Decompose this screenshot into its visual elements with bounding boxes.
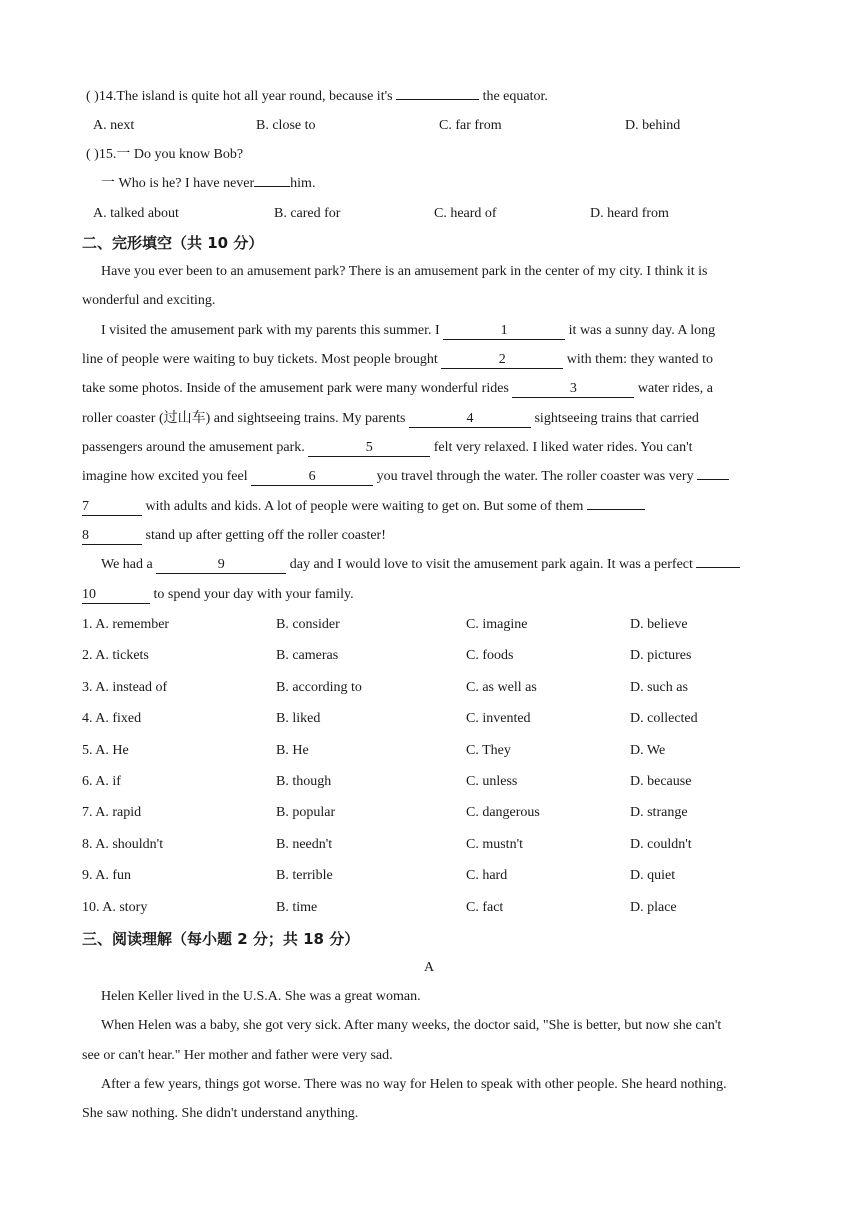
option-b: B. time (276, 900, 318, 915)
cloze-blank-6: 6 (251, 468, 373, 486)
option-b: B. though (276, 774, 332, 789)
passage-line: wonderful and exciting. (82, 293, 216, 308)
passage-text: imagine how excited you feel (82, 469, 252, 484)
section-heading-reading: 三、阅读理解（每小题 2 分；共 18 分） (82, 930, 360, 948)
option-b: B. consider (276, 617, 340, 632)
option-b: B. close to (256, 118, 316, 133)
passage-text: day and I would love to visit the amusement park again. It was a perfect (286, 557, 697, 572)
question-15-line2 (101, 174, 315, 194)
option-a: 4. A. fixed (82, 711, 142, 726)
passage-label: A (424, 960, 435, 975)
option-c: C. dangerous (466, 805, 540, 820)
option-d: D. collected (630, 711, 698, 726)
passage-text: stand up after getting off the roller coaster! (142, 528, 386, 543)
option-c: C. fact (466, 900, 504, 915)
answer-paren: ( ) (86, 147, 99, 162)
cloze-blank-8: 8 (82, 527, 142, 545)
passage-line (82, 350, 713, 370)
option-a: A. next (93, 118, 135, 133)
question-stem-end: the equator. (479, 89, 548, 104)
passage-line (82, 379, 713, 399)
option-d: D. couldn't (630, 837, 692, 852)
passage-text: roller coaster (过山车) and sightseeing trains. My parents (82, 411, 409, 426)
cloze-blank-4: 4 (409, 410, 531, 428)
option-d: D. such as (630, 680, 688, 695)
passage-text: to spend your day with your family. (150, 587, 354, 602)
passage-text: We had a (101, 557, 157, 572)
cloze-blank-10-start (696, 567, 740, 568)
option-a: 3. A. instead of (82, 680, 168, 695)
option-b: B. cared for (274, 206, 341, 221)
answer-blank (396, 99, 479, 100)
option-d: D. strange (630, 805, 688, 820)
passage-text: line of people were waiting to buy tickets. Most people brought (82, 352, 442, 367)
passage-line (101, 321, 715, 341)
passage-line: see or can't hear." Her mother and father were very sad. (82, 1048, 393, 1063)
passage-text: take some photos. Inside of the amusement park were many wonderful rides (82, 381, 513, 396)
passage-line (82, 585, 354, 605)
cloze-blank-7-start (697, 479, 729, 480)
option-a: 7. A. rapid (82, 805, 142, 820)
option-a: 5. A. He (82, 743, 129, 758)
passage-line: After a few years, things got worse. There was no way for Helen to speak with other people. She heard nothing. (101, 1077, 727, 1092)
option-a: 8. A. shouldn't (82, 837, 164, 852)
option-b: B. needn't (276, 837, 333, 852)
passage-text: water rides, a (634, 381, 713, 396)
answer-paren: ( ) (86, 89, 99, 104)
passage-text: I visited the amusement park with my parents this summer. I (101, 323, 444, 338)
passage-line: She saw nothing. She didn't understand anything. (82, 1106, 359, 1121)
option-c: C. far from (439, 118, 502, 133)
cloze-blank-3: 3 (512, 380, 634, 398)
passage-line (82, 409, 699, 429)
cloze-blank-9: 9 (156, 556, 286, 574)
option-b: B. liked (276, 711, 321, 726)
option-c: C. unless (466, 774, 518, 789)
passage-text: sightseeing trains that carried (530, 411, 699, 426)
passage-line (101, 555, 740, 575)
question-stem: 15.一 Do you know Bob? (98, 147, 244, 162)
option-b: B. popular (276, 805, 336, 820)
passage-line: Helen Keller lived in the U.S.A. She was a great woman. (101, 989, 421, 1004)
option-a: 6. A. if (82, 774, 121, 789)
option-c: C. They (466, 743, 511, 758)
option-c: C. hard (466, 868, 508, 883)
option-c: C. as well as (466, 680, 537, 695)
passage-text: with adults and kids. A lot of people were waiting to get on. But some of them (142, 499, 587, 514)
passage-line (82, 467, 729, 487)
question-15 (86, 145, 243, 165)
question-14 (86, 87, 548, 107)
passage-text: passengers around the amusement park. (82, 440, 309, 455)
cloze-blank-5: 5 (308, 439, 430, 457)
passage-text: with them: they wanted to (563, 352, 713, 367)
option-d: D. place (630, 900, 677, 915)
passage-text: felt very relaxed. I liked water rides. You can't (430, 440, 693, 455)
option-b: B. terrible (276, 868, 333, 883)
option-d: D. believe (630, 617, 688, 632)
cloze-blank-7: 7 (82, 498, 142, 516)
option-c: C. mustn't (466, 837, 523, 852)
passage-line: When Helen was a baby, she got very sick. After many weeks, the doctor said, "She is better, but now she can't (101, 1018, 722, 1033)
cloze-blank-1: 1 (443, 322, 565, 340)
answer-blank (254, 186, 290, 187)
question-stem-end: him. (290, 176, 316, 191)
option-d: D. pictures (630, 648, 692, 663)
passage-line (82, 497, 645, 517)
question-stem: 14.The island is quite hot all year round, because it's (98, 89, 397, 104)
section-heading-cloze: 二、完形填空（共 10 分） (82, 234, 264, 252)
cloze-blank-8-start (587, 509, 645, 510)
option-a: 10. A. story (82, 900, 148, 915)
option-a: A. talked about (93, 206, 179, 221)
cloze-blank-10: 10 (82, 586, 150, 604)
option-b: B. according to (276, 680, 362, 695)
option-c: C. invented (466, 711, 531, 726)
option-c: C. imagine (466, 617, 528, 632)
passage-line: Have you ever been to an amusement park? There is an amusement park in the center of my city. I think it is (101, 264, 708, 279)
option-b: B. He (276, 743, 309, 758)
option-d: D. heard from (590, 206, 669, 221)
option-c: C. foods (466, 648, 514, 663)
passage-line (82, 526, 386, 546)
option-d: D. We (630, 743, 666, 758)
option-d: D. quiet (630, 868, 676, 883)
option-d: D. because (630, 774, 692, 789)
cloze-blank-2: 2 (441, 351, 563, 369)
option-a: 2. A. tickets (82, 648, 149, 663)
question-stem: 一 Who is he? I have never (101, 176, 255, 191)
option-d: D. behind (625, 118, 681, 133)
option-a: 9. A. fun (82, 868, 131, 883)
option-c: C. heard of (434, 206, 497, 221)
passage-text: you travel through the water. The roller coaster was very (373, 469, 698, 484)
passage-text: it was a sunny day. A long (565, 323, 716, 338)
passage-line (82, 438, 692, 458)
option-a: 1. A. remember (82, 617, 170, 632)
option-b: B. cameras (276, 648, 339, 663)
